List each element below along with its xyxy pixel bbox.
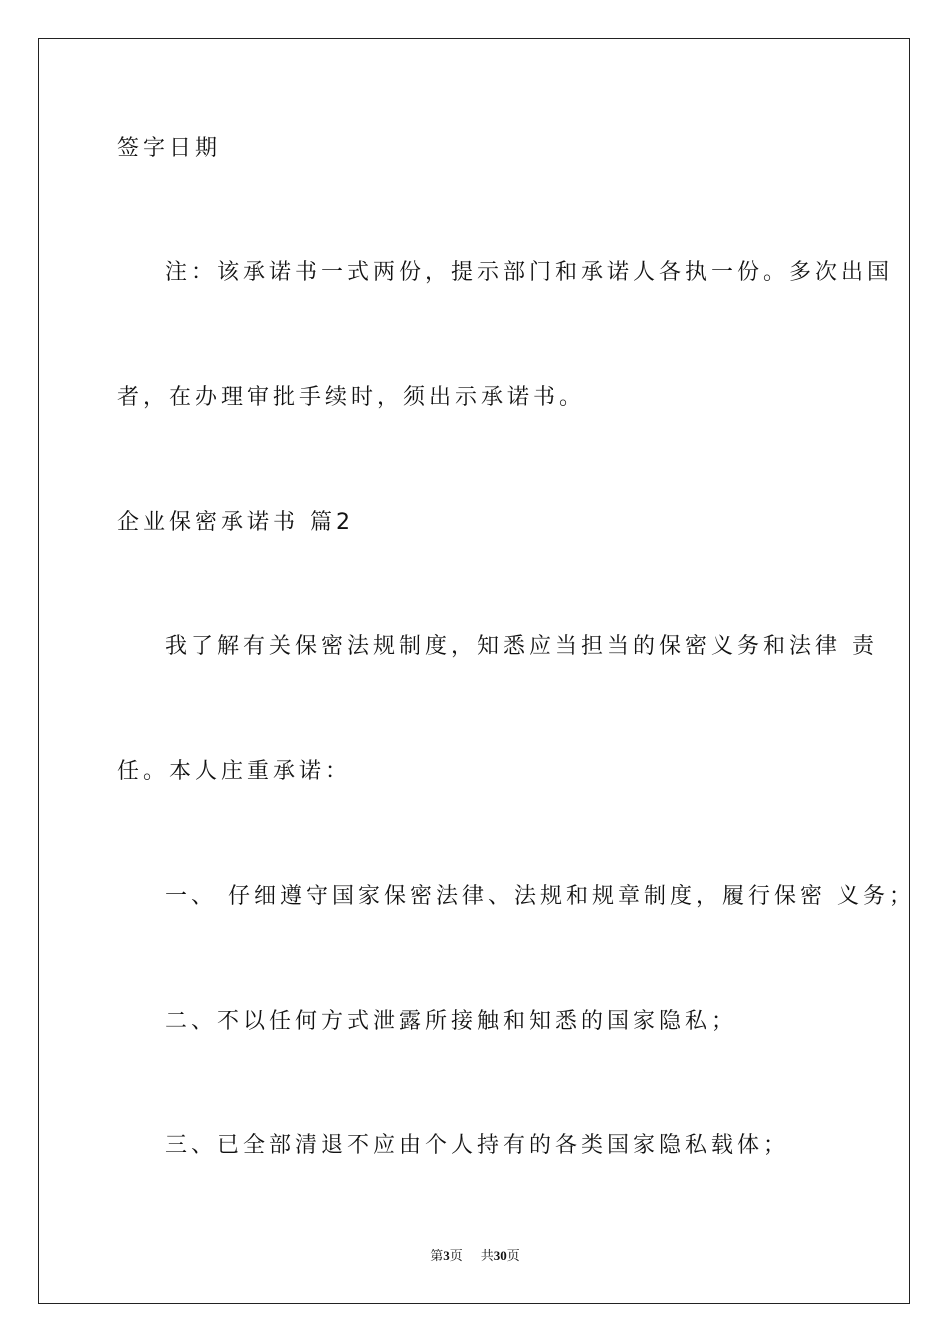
commitment-item-1: 一、 仔细遵守国家保密法律、法规和规章制度，履行保密 义务； (165, 884, 915, 909)
commitment-item-3: 三、已全部清退不应由个人持有的各类国家隐私载体； (165, 1133, 790, 1158)
signature-date-label: 签字日期 (117, 136, 222, 161)
page-prefix: 第 (430, 1249, 444, 1264)
section-heading: 企业保密承诺书 篇2 (117, 510, 354, 535)
total-prefix: 共 (480, 1249, 494, 1264)
total-page-count: 30 (493, 1248, 507, 1263)
commitment-item-2: 二、不以任何方式泄露所接触和知悉的国家隐私； (165, 1009, 738, 1034)
page-unit: 页 (449, 1249, 463, 1264)
page-footer (0, 1247, 950, 1266)
note-paragraph-line-2: 者，在办理审批手续时，须出示承诺书。 (117, 385, 586, 410)
note-paragraph-line-1: 注：该承诺书一式两份，提示部门和承诺人各执一份。多次出国 (165, 260, 894, 285)
current-page-number: 3 (443, 1248, 450, 1263)
commitment-intro-line-2: 任。本人庄重承诺： (117, 759, 352, 784)
page-border (38, 38, 910, 1304)
total-unit: 页 (506, 1249, 520, 1264)
commitment-intro-line-1: 我了解有关保密法规制度，知悉应当担当的保密义务和法律 责 (165, 634, 878, 659)
